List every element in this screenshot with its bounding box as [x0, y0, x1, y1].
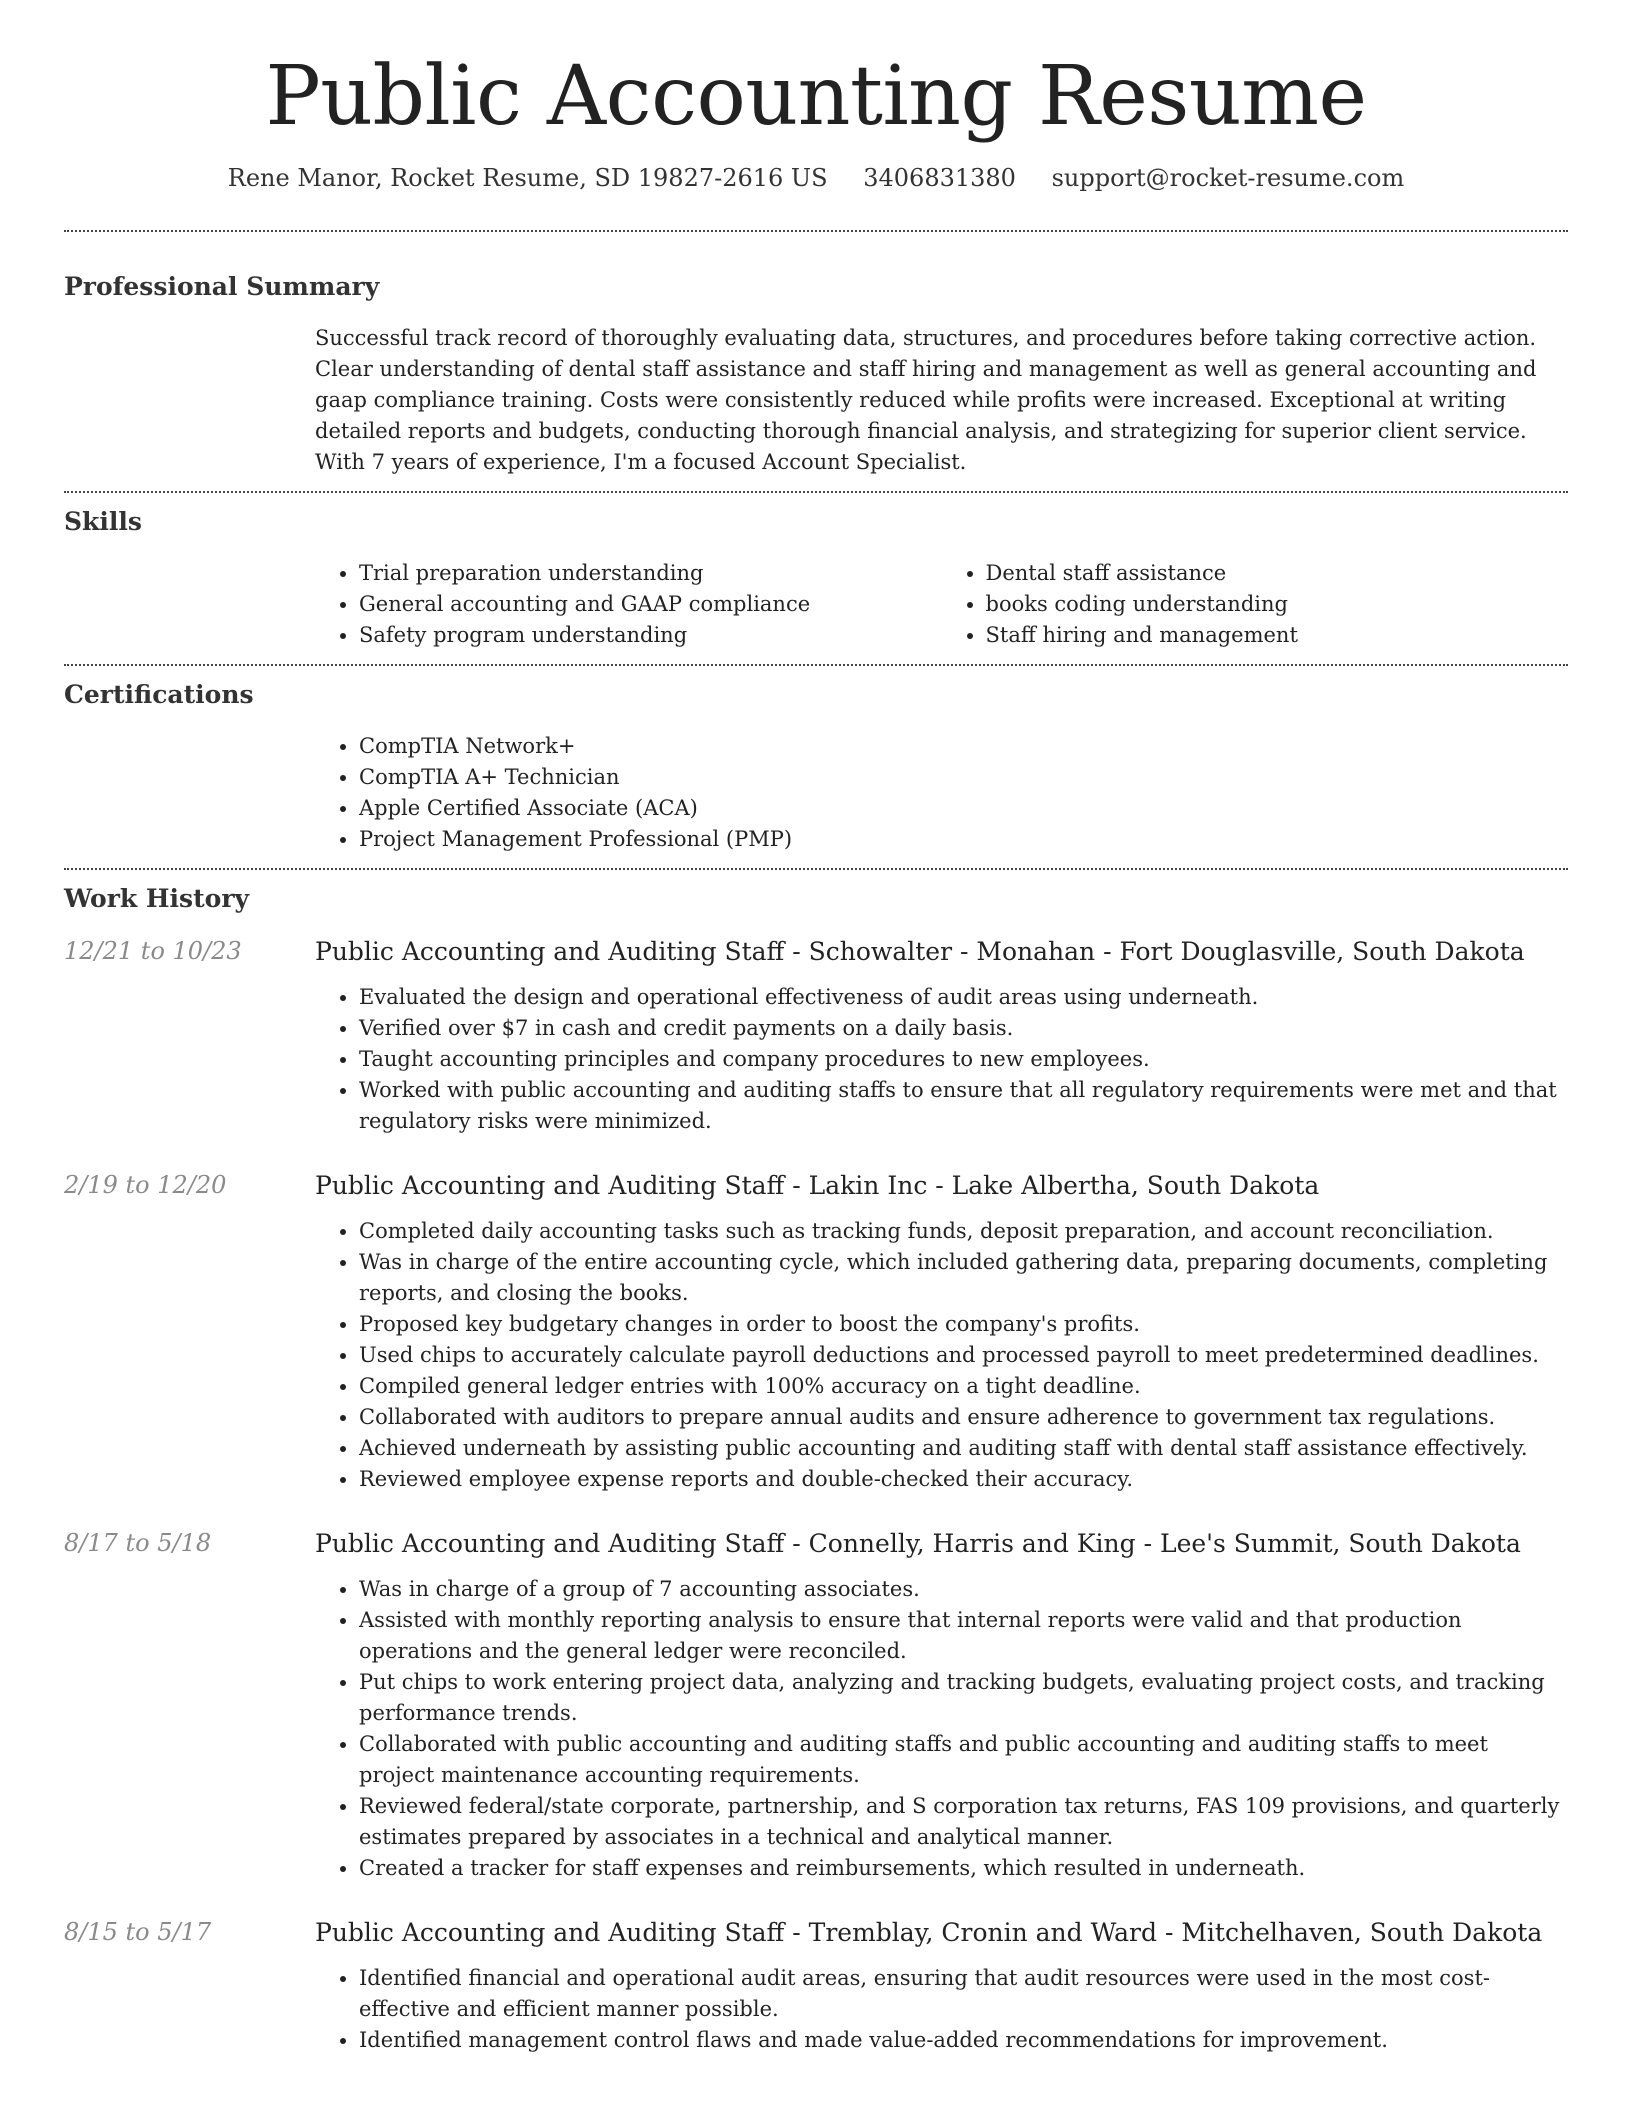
job-bullet: • Reviewed federal/state corporate, partnership, and S corporation tax returns, FAS 109 provisions, and quarterly estimates prepared by associates in a technical and analytical manner. — [359, 1791, 1568, 1853]
job-entry — [64, 1171, 1568, 1495]
job-bullet: • Was in charge of a group of 7 accounting associates. — [359, 1574, 1568, 1605]
job-bullet: • Completed daily accounting tasks such as tracking funds, deposit preparation, and account reconciliation. — [359, 1216, 1568, 1247]
divider — [64, 491, 1568, 493]
job-date: 2/19 to 12/20 — [64, 1171, 227, 1200]
skills-column-left — [315, 558, 942, 651]
job-bullet: • Taught accounting principles and company procedures to new employees. — [359, 1044, 1568, 1075]
certification-item: • CompTIA Network+ — [359, 731, 1568, 762]
work-history-section — [64, 884, 1568, 2056]
job-bullet: • Identified management control flaws and made value-added recommendations for improvement. — [359, 2025, 1568, 2056]
job-entry — [64, 1918, 1568, 2056]
skills-list — [315, 558, 1568, 651]
job-date: 8/15 to 5/17 — [64, 1918, 212, 1947]
job-bullet: • Achieved underneath by assisting public accounting and auditing staff with dental staff assistance effectively. — [359, 1433, 1568, 1464]
job-bullet: • Put chips to work entering project data, analyzing and tracking budgets, evaluating project costs, and tracking performance trends. — [359, 1667, 1568, 1729]
skill-item: • General accounting and GAAP compliance — [359, 589, 942, 620]
certification-item: • CompTIA A+ Technician — [359, 762, 1568, 793]
job-bullet: • Collaborated with auditors to prepare annual audits and ensure adherence to government tax regulations. — [359, 1402, 1568, 1433]
job-bullet: • Compiled general ledger entries with 100% accuracy on a tight deadline. — [359, 1371, 1568, 1402]
job-entry — [64, 1529, 1568, 1884]
skills-column-right — [942, 558, 1569, 651]
job-title: Public Accounting and Auditing Staff - Lakin Inc - Lake Albertha, South Dakota — [315, 1171, 1320, 1201]
job-date: 8/17 to 5/18 — [64, 1529, 212, 1558]
job-bullet: • Used chips to accurately calculate payroll deductions and processed payroll to meet predetermined deadlines. — [359, 1340, 1568, 1371]
certifications-section — [64, 680, 1568, 855]
skill-item: • Trial preparation understanding — [359, 558, 942, 589]
skills-heading: Skills — [64, 507, 142, 537]
divider — [64, 230, 1568, 232]
certification-item: • Project Management Professional (PMP) — [359, 824, 1568, 855]
summary-heading: Professional Summary — [64, 272, 380, 302]
job-bullet: • Worked with public accounting and auditing staffs to ensure that all regulatory requirements were met and that regulatory risks were minimized. — [359, 1075, 1568, 1137]
resume-title: Public Accounting Resume — [265, 49, 1367, 144]
contact-phone: 3406831380 — [863, 164, 1016, 193]
summary-section — [64, 272, 1568, 478]
job-title: Public Accounting and Auditing Staff - Tremblay, Cronin and Ward - Mitchelhaven, South Dakota — [315, 1918, 1543, 1948]
job-title: Public Accounting and Auditing Staff - Connelly, Harris and King - Lee's Summit, South Dakota — [315, 1529, 1521, 1559]
job-bullets — [315, 982, 1568, 1137]
divider — [64, 664, 1568, 666]
job-bullets — [315, 1574, 1568, 1884]
certifications-list — [315, 731, 1568, 855]
job-bullet: • Identified financial and operational audit areas, ensuring that audit resources were used in the most cost-effective and efficient manner possible. — [359, 1963, 1568, 2025]
job-bullet: • Was in charge of the entire accounting cycle, which included gathering data, preparing documents, completing reports, and closing the books. — [359, 1247, 1568, 1309]
skills-section — [64, 507, 1568, 651]
skill-item: • books coding understanding — [986, 589, 1569, 620]
divider — [64, 868, 1568, 870]
job-title: Public Accounting and Auditing Staff - Schowalter - Monahan - Fort Douglasville, South Dakota — [315, 937, 1525, 967]
contact-line — [64, 164, 1568, 200]
skill-item: • Dental staff assistance — [986, 558, 1569, 589]
job-bullet: • Assisted with monthly reporting analysis to ensure that internal reports were valid and that production operations and the general ledger were reconciled. — [359, 1605, 1568, 1667]
contact-address: Rene Manor, Rocket Resume, SD 19827-2616 US — [227, 164, 828, 193]
job-bullets — [315, 1963, 1568, 2056]
job-entry — [64, 937, 1568, 1137]
job-bullet: • Created a tracker for staff expenses and reimbursements, which resulted in underneath. — [359, 1853, 1568, 1884]
job-bullet: • Proposed key budgetary changes in order to boost the company's profits. — [359, 1309, 1568, 1340]
job-bullet: • Collaborated with public accounting and auditing staffs and public accounting and auditing staffs to meet project maintenance accounting requirements. — [359, 1729, 1568, 1791]
job-date: 12/21 to 10/23 — [64, 937, 242, 966]
summary-text: Successful track record of thoroughly evaluating data, structures, and procedures before taking corrective action. Clear understanding of dental staff assistance and staff hiring and management as well as general accounting and gaap compliance training. Costs were consistently reduced while profits were increased. Exceptional at writing detailed reports and budgets, conducting thorough financial analysis, and strategizing for superior client service. With 7 years of experience, I'm a focused Account Specialist. — [315, 326, 1537, 475]
certifications-heading: Certifications — [64, 680, 254, 710]
job-bullets — [315, 1216, 1568, 1495]
work-history-heading: Work History — [64, 884, 250, 914]
certification-item: • Apple Certified Associate (ACA) — [359, 793, 1568, 824]
skill-item: • Staff hiring and management — [986, 620, 1569, 651]
skill-item: • Safety program understanding — [359, 620, 942, 651]
job-bullet: • Reviewed employee expense reports and double-checked their accuracy. — [359, 1464, 1568, 1495]
job-bullet: • Verified over $7 in cash and credit payments on a daily basis. — [359, 1013, 1568, 1044]
job-bullet: • Evaluated the design and operational effectiveness of audit areas using underneath. — [359, 982, 1568, 1013]
contact-email: support@rocket-resume.com — [1051, 164, 1405, 193]
